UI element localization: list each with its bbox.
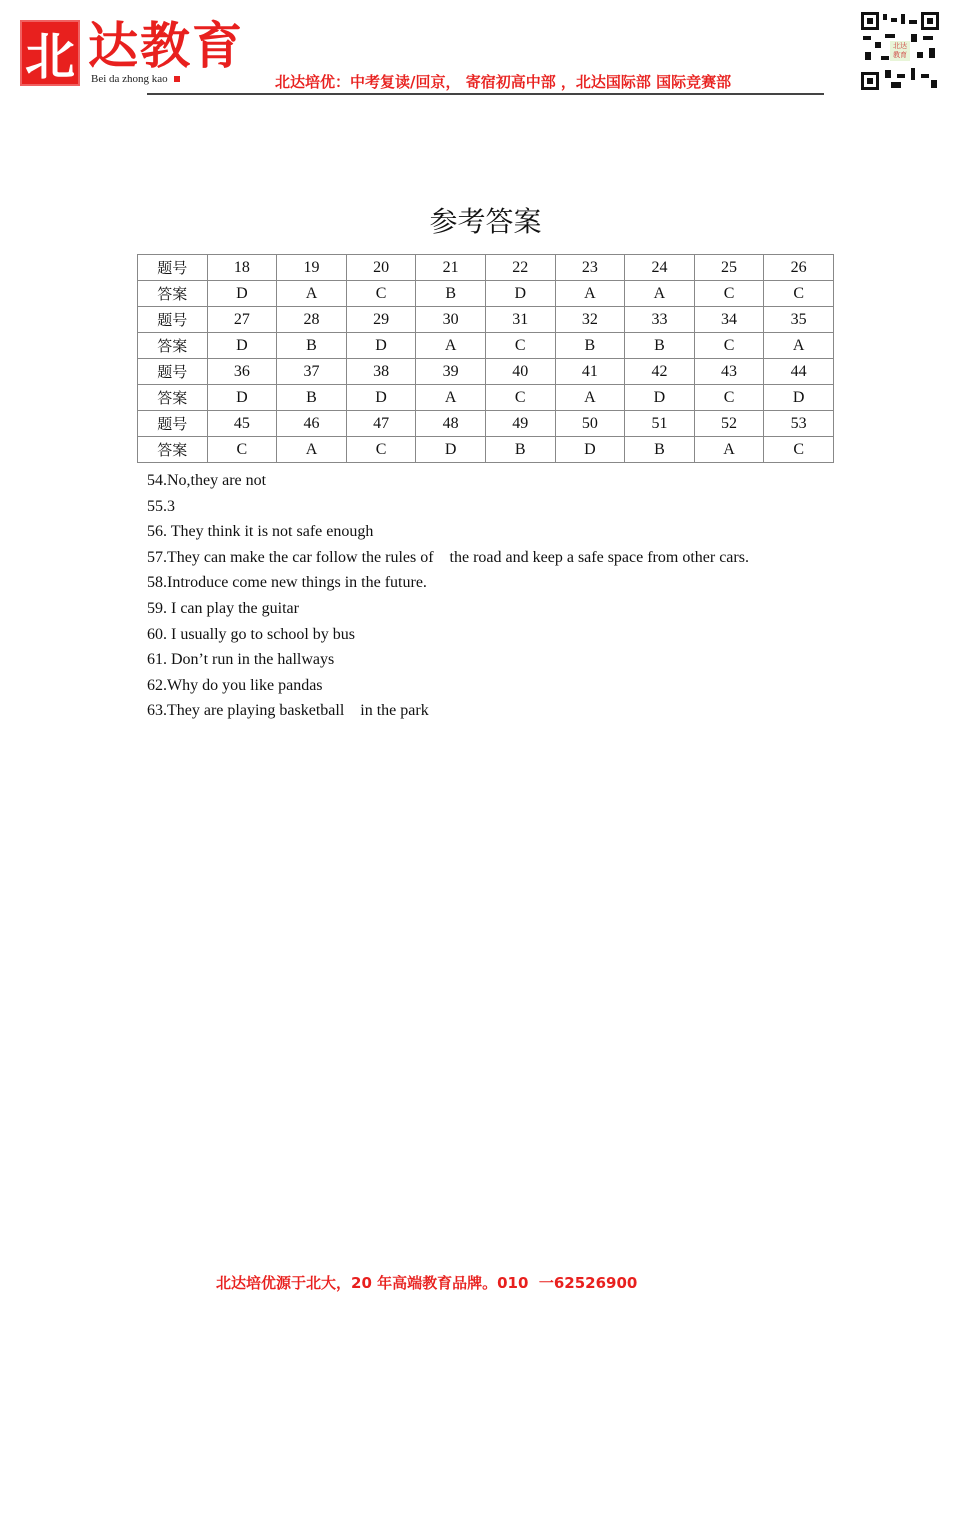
written-answers <box>147 468 749 724</box>
logo-mark <box>20 20 80 86</box>
answer-line: 63.They are playing basketball in the park <box>147 702 429 720</box>
answer-row <box>138 437 834 463</box>
answer-cell: C <box>346 437 416 463</box>
answer-cell: B <box>277 333 347 359</box>
question-number-cell: 21 <box>416 255 486 281</box>
answer-cell: A <box>694 437 764 463</box>
answer-cell: C <box>764 437 834 463</box>
question-number-cell: 47 <box>346 411 416 437</box>
answer-row <box>138 281 834 307</box>
answer-cell: D <box>207 385 277 411</box>
answer-cell: B <box>555 333 625 359</box>
header-divider <box>147 93 824 95</box>
answer-cell: C <box>694 333 764 359</box>
logo-char: 北 <box>25 27 75 86</box>
footer-contact: 北达培优源于北大，20 年高端教育品牌。010 一62526900 <box>216 1274 638 1292</box>
question-number-cell: 18 <box>207 255 277 281</box>
answer-cell: A <box>555 281 625 307</box>
answer-cell: A <box>277 437 347 463</box>
answer-cell: A <box>416 385 486 411</box>
answer-cell: D <box>764 385 834 411</box>
logo-text: 达教育 <box>88 16 244 75</box>
question-number-cell: 29 <box>346 307 416 333</box>
answer-cell: B <box>277 385 347 411</box>
question-number-cell: 30 <box>416 307 486 333</box>
logo-subtitle-text: Bei da zhong kao <box>91 73 168 85</box>
row-label: 答案 <box>138 333 208 359</box>
answer-line: 56. They think it is not safe enough <box>147 523 374 541</box>
answer-cell: D <box>346 385 416 411</box>
answer-line: 55.3 <box>147 497 175 515</box>
answer-row <box>138 333 834 359</box>
answer-row <box>138 385 834 411</box>
answer-cell: C <box>764 281 834 307</box>
question-number-cell: 26 <box>764 255 834 281</box>
answer-cell: D <box>625 385 695 411</box>
question-number-cell: 25 <box>694 255 764 281</box>
answer-cell: C <box>346 281 416 307</box>
question-number-cell: 35 <box>764 307 834 333</box>
question-number-cell: 31 <box>485 307 555 333</box>
answer-table <box>137 254 834 463</box>
question-number-row <box>138 359 834 385</box>
question-number-cell: 49 <box>485 411 555 437</box>
question-number-cell: 50 <box>555 411 625 437</box>
answer-cell: D <box>207 281 277 307</box>
question-number-cell: 20 <box>346 255 416 281</box>
qr-center-label: 北达教育 <box>890 41 910 61</box>
answer-line: 58.Introduce come new things in the future. <box>147 574 427 592</box>
answer-cell: A <box>764 333 834 359</box>
answer-cell: C <box>485 333 555 359</box>
question-number-cell: 36 <box>207 359 277 385</box>
question-number-cell: 33 <box>625 307 695 333</box>
answer-cell: D <box>207 333 277 359</box>
square-icon <box>174 76 180 82</box>
answer-line: 61. Don’t run in the hallways <box>147 651 335 669</box>
question-number-cell: 37 <box>277 359 347 385</box>
page-title: 参考答案 <box>429 205 542 238</box>
question-number-cell: 27 <box>207 307 277 333</box>
question-number-cell: 24 <box>625 255 695 281</box>
question-number-cell: 39 <box>416 359 486 385</box>
answer-cell: A <box>625 281 695 307</box>
question-number-cell: 41 <box>555 359 625 385</box>
question-number-cell: 32 <box>555 307 625 333</box>
answer-cell: D <box>555 437 625 463</box>
question-number-cell: 19 <box>277 255 347 281</box>
question-number-row <box>138 307 834 333</box>
row-label: 答案 <box>138 281 208 307</box>
question-number-cell: 42 <box>625 359 695 385</box>
answer-cell: A <box>277 281 347 307</box>
answer-cell: B <box>625 437 695 463</box>
row-label: 题号 <box>138 307 208 333</box>
row-label: 题号 <box>138 411 208 437</box>
answer-cell: D <box>416 437 486 463</box>
answer-cell: D <box>485 281 555 307</box>
answer-line: 57.They can make the car follow the rules of the road and keep a safe space from other cars. <box>147 548 749 566</box>
question-number-cell: 44 <box>764 359 834 385</box>
answer-cell: A <box>555 385 625 411</box>
question-number-cell: 34 <box>694 307 764 333</box>
row-label: 答案 <box>138 437 208 463</box>
question-number-cell: 43 <box>694 359 764 385</box>
answer-cell: C <box>207 437 277 463</box>
question-number-cell: 48 <box>416 411 486 437</box>
question-number-cell: 28 <box>277 307 347 333</box>
question-number-cell: 46 <box>277 411 347 437</box>
row-label: 答案 <box>138 385 208 411</box>
question-number-row <box>138 411 834 437</box>
header-slogan: 北达培优：中考复读/回京， 寄宿初高中部 ，北达国际部 国际竞赛部 <box>275 73 732 91</box>
question-number-cell: 52 <box>694 411 764 437</box>
answer-cell: A <box>416 333 486 359</box>
question-number-cell: 40 <box>485 359 555 385</box>
answer-cell: B <box>625 333 695 359</box>
answer-cell: C <box>694 281 764 307</box>
question-number-cell: 23 <box>555 255 625 281</box>
answer-cell: C <box>485 385 555 411</box>
row-label: 题号 <box>138 359 208 385</box>
answer-line: 59. I can play the guitar <box>147 599 299 617</box>
answer-cell: C <box>694 385 764 411</box>
answer-cell: B <box>485 437 555 463</box>
question-number-cell: 51 <box>625 411 695 437</box>
logo-subtitle <box>91 73 180 85</box>
question-number-cell: 22 <box>485 255 555 281</box>
answer-line: 60. I usually go to school by bus <box>147 625 355 643</box>
answer-line: 62.Why do you like pandas <box>147 676 323 694</box>
question-number-row <box>138 255 834 281</box>
row-label: 题号 <box>138 255 208 281</box>
answer-cell: D <box>346 333 416 359</box>
question-number-cell: 53 <box>764 411 834 437</box>
question-number-cell: 45 <box>207 411 277 437</box>
answer-cell: B <box>416 281 486 307</box>
answer-line: 54.No,they are not <box>147 472 267 489</box>
question-number-cell: 38 <box>346 359 416 385</box>
